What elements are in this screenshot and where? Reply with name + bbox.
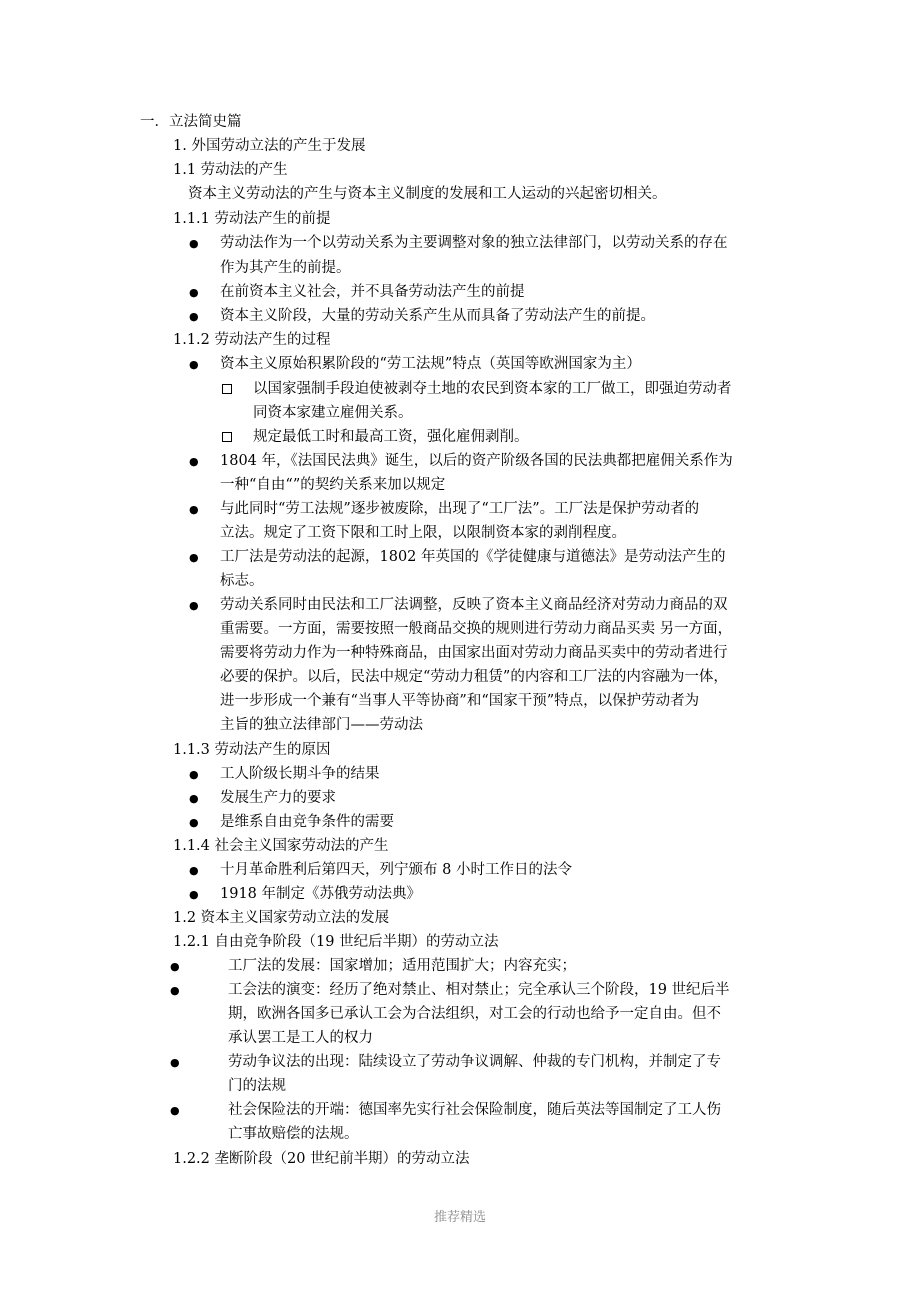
heading-1-2-2: 1.2.2 垄断阶段（20 世纪前半期）的劳动立法 xyxy=(173,1151,470,1167)
bullet-icon: ● xyxy=(189,358,199,371)
list-item-line: 是维系自由竞争条件的需要 xyxy=(220,814,394,830)
list-item-line: 作为其产生的前提。 xyxy=(220,260,351,276)
bullet-icon: ● xyxy=(170,1056,180,1069)
heading-1-1-1: 1.1.1 劳动法产生的前提 xyxy=(173,211,331,227)
bullet-icon: ● xyxy=(189,888,199,901)
list-item-line: 在前资本主义社会，并不具备劳动法产生的前提 xyxy=(220,284,525,300)
list-item-line: 工厂法的发展：国家增加；适用范围扩大；内容充实； xyxy=(228,958,576,974)
checkbox-square-icon xyxy=(222,384,232,394)
page-footer: 推荐精选 xyxy=(433,1210,486,1225)
list-item-line: 进一步形成一个兼有“当事人平等协商”和“国家干预”特点，以保护劳动者为 xyxy=(220,693,700,709)
heading-1: 1. 外国劳动立法的产生于发展 xyxy=(173,138,366,154)
list-item-line: 立法。规定了工资下限和工时上限，以限制资本家的剥削程度。 xyxy=(220,525,626,541)
list-item-line: 需要将劳动力作为一种特殊商品，由国家出面对劳动力商品买卖中的劳动者进行 xyxy=(220,645,728,661)
list-item-line: 十月革命胜利后第四天，列宁颁布 8 小时工作日的法令 xyxy=(220,862,572,878)
heading-1-1-4: 1.1.4 社会主义国家劳动法的产生 xyxy=(173,838,389,854)
heading-1-2: 1.2 资本主义国家劳动立法的发展 xyxy=(173,910,390,926)
list-item-line: 标志。 xyxy=(220,573,264,589)
list-item-line: 社会保险法的开端：德国率先实行社会保险制度，随后英法等国制定了工人伤 xyxy=(228,1102,721,1118)
list-item-line: 亡事故赔偿的法规。 xyxy=(228,1126,359,1142)
list-item-line: 劳动关系同时由民法和工厂法调整，反映了资本主义商品经济对劳动力商品的双 xyxy=(220,597,728,613)
heading-1-1-3: 1.1.3 劳动法产生的原因 xyxy=(173,742,331,758)
bullet-icon: ● xyxy=(189,792,199,805)
sub-list-item-line: 以国家强制手段迫使被剥夺土地的农民到资本家的工厂做工，即强迫劳动者 xyxy=(253,381,732,397)
bullet-icon: ● xyxy=(189,455,199,468)
list-item-line: 资本主义阶段，大量的劳动关系产生从而具备了劳动法产生的前提。 xyxy=(220,308,655,324)
list-item-line: 主旨的独立法律部门——劳动法 xyxy=(220,717,423,733)
sub-list-item-line: 规定最低工时和最高工资，强化雇佣剥削。 xyxy=(253,429,529,445)
bullet-icon: ● xyxy=(189,551,199,564)
list-item-line: 重需要。一方面，需要按照一般商品交换的规则进行劳动力商品买卖 另一方面， xyxy=(220,621,733,637)
bullet-icon: ● xyxy=(189,599,199,612)
list-item-line: 1918 年制定《苏俄劳动法典》 xyxy=(220,886,422,902)
intro-paragraph: 资本主义劳动法的产生与资本主义制度的发展和工人运动的兴起密切相关。 xyxy=(188,186,667,202)
checkbox-square-icon xyxy=(222,432,232,442)
list-item-line: 劳动法作为一个以劳动关系为主要调整对象的独立法律部门，以劳动关系的存在 xyxy=(220,235,728,251)
sub-list-item-line: 同资本家建立雇佣关系。 xyxy=(253,405,413,421)
heading-1-1: 1.1 劳动法的产生 xyxy=(173,162,288,178)
list-item-line: 工人阶级长期斗争的结果 xyxy=(220,766,380,782)
bullet-icon: ● xyxy=(189,864,199,877)
bullet-icon: ● xyxy=(170,1104,180,1117)
bullet-icon: ● xyxy=(189,310,199,323)
list-item-line: 与此同时“劳工法规”逐步被废除，出现了“工厂法”。工厂法是保护劳动者的 xyxy=(220,501,700,517)
bullet-icon: ● xyxy=(170,984,180,997)
list-item-line: 发展生产力的要求 xyxy=(220,790,336,806)
bullet-icon: ● xyxy=(189,286,199,299)
list-item-line: 门的法规 xyxy=(228,1078,286,1094)
bullet-icon: ● xyxy=(189,816,199,829)
heading-1-1-2: 1.1.2 劳动法产生的过程 xyxy=(173,332,331,348)
list-item-line: 工会法的演变：经历了绝对禁止、相对禁止；完全承认三个阶段，19 世纪后半 xyxy=(228,982,730,998)
bullet-icon: ● xyxy=(189,768,199,781)
list-item-line: 期，欧洲各国多已承认工会为合法组织，对工会的行动也给予一定自由。但不 xyxy=(228,1006,721,1022)
bullet-icon: ● xyxy=(170,960,180,973)
list-item-line: 必要的保护。以后，民法中规定“劳动力租赁”的内容和工厂法的内容融为一体， xyxy=(220,669,728,685)
list-item-line: 工厂法是劳动法的起源，1802 年英国的《学徒健康与道德法》是劳动法产生的 xyxy=(220,549,726,565)
list-item-line: 资本主义原始积累阶段的“劳工法规”特点（英国等欧洲国家为主） xyxy=(220,356,641,372)
bullet-icon: ● xyxy=(189,503,199,516)
list-item-line: 承认罢工是工人的权力 xyxy=(228,1030,373,1046)
list-item-line: 1804 年，《法国民法典》诞生，以后的资产阶级各国的民法典都把雇佣关系作为 xyxy=(220,453,733,469)
bullet-icon: ● xyxy=(189,237,199,250)
list-item-line: 一种“自由“”的契约关系来加以规定 xyxy=(220,477,446,493)
list-item-line: 劳动争议法的出现：陆续设立了劳动争议调解、仲裁的专门机构，并制定了专 xyxy=(228,1054,721,1070)
section-title: 一．立法简史篇 xyxy=(140,114,242,130)
heading-1-2-1: 1.2.1 自由竞争阶段（19 世纪后半期）的劳动立法 xyxy=(173,934,499,950)
